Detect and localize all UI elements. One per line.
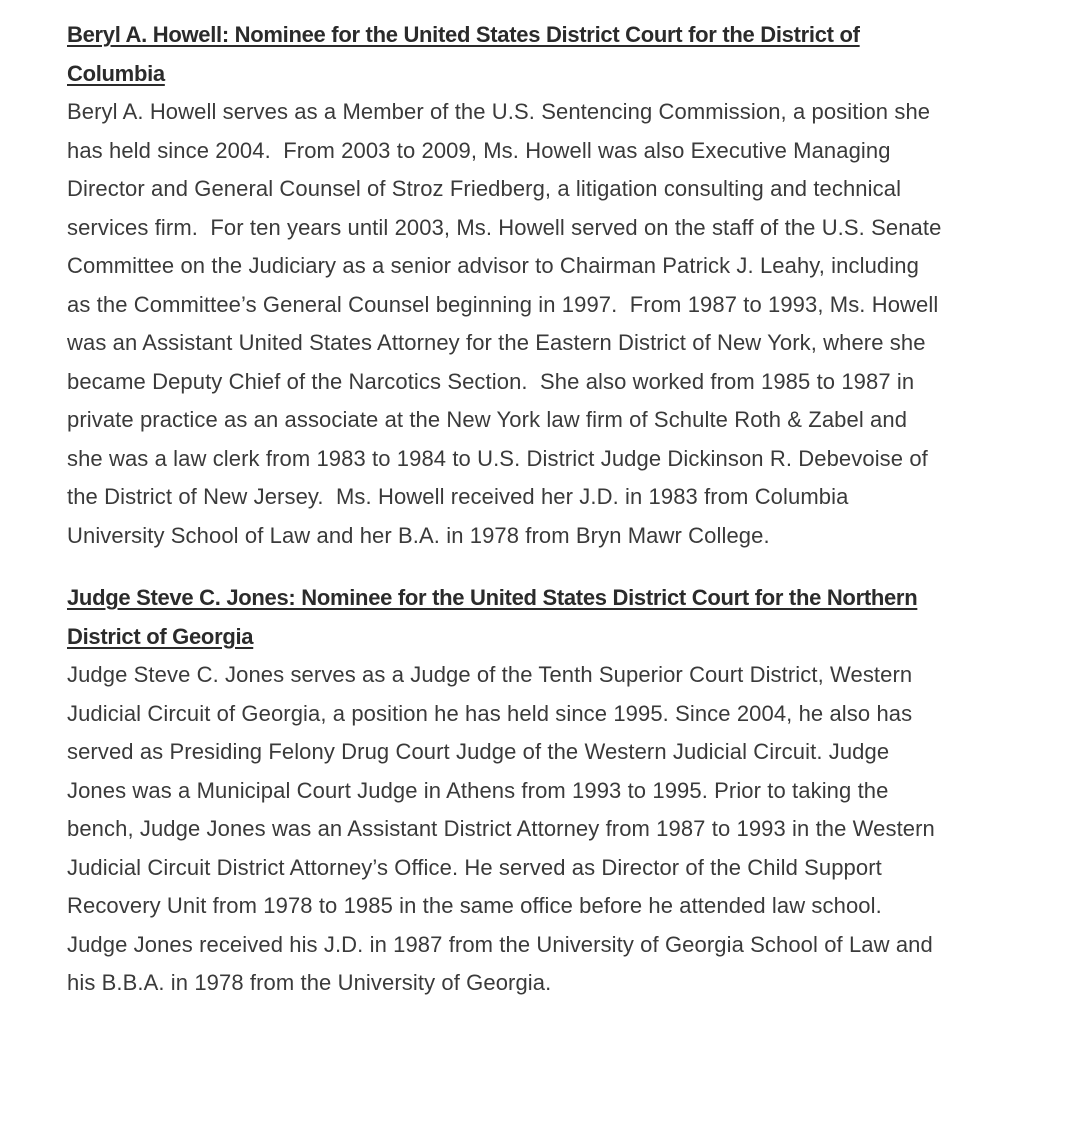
nominee-heading: Beryl A. Howell: Nominee for the United States District Court for the District of Columbia <box>67 22 860 86</box>
nominee-section-jones <box>67 579 947 1003</box>
document-body <box>67 16 947 1003</box>
nominee-section-howell <box>67 16 947 555</box>
nominee-bio: Beryl A. Howell serves as a Member of the U.S. Sentencing Commission, a position she has held since 2004. From 2003 to 2009, Ms. Howell was also Executive Managing Director and General Counsel of Stroz Friedberg, a litigation consulting and technical services firm. For ten years until 2003, Ms. Howell served on the staff of the U.S. Senate Committee on the Judiciary as a senior advisor to Chairman Patrick J. Leahy, including as the Committee’s General Counsel beginning in 1997. From 1987 to 1993, Ms. Howell was an Assistant United States Attorney for the Eastern District of New York, where she became Deputy Chief of the Narcotics Section. She also worked from 1985 to 1987 in private practice as an associate at the New York law firm of Schulte Roth & Zabel and she was a law clerk from 1983 to 1984 to U.S. District Judge Dickinson R. Debevoise of the District of New Jersey. Ms. Howell received her J.D. in 1983 from Columbia University School of Law and her B.A. in 1978 from Bryn Mawr College. <box>67 99 948 548</box>
nominee-bio: Judge Steve C. Jones serves as a Judge of the Tenth Superior Court District, Western Judicial Circuit of Georgia, a position he has held since 1995. Since 2004, he also has served as Presiding Felony Drug Court Judge of the Western Judicial Circuit. Judge Jones was a Municipal Court Judge in Athens from 1993 to 1995. Prior to taking the bench, Judge Jones was an Assistant District Attorney from 1987 to 1993 in the Western Judicial Circuit District Attorney’s Office. He served as Director of the Child Support Recovery Unit from 1978 to 1985 in the same office before he attended law school. Judge Jones received his J.D. in 1987 from the University of Georgia School of Law and his B.B.A. in 1978 from the University of Georgia. <box>67 662 942 995</box>
nominee-heading: Judge Steve C. Jones: Nominee for the United States District Court for the Northern District of Georgia <box>67 585 918 649</box>
